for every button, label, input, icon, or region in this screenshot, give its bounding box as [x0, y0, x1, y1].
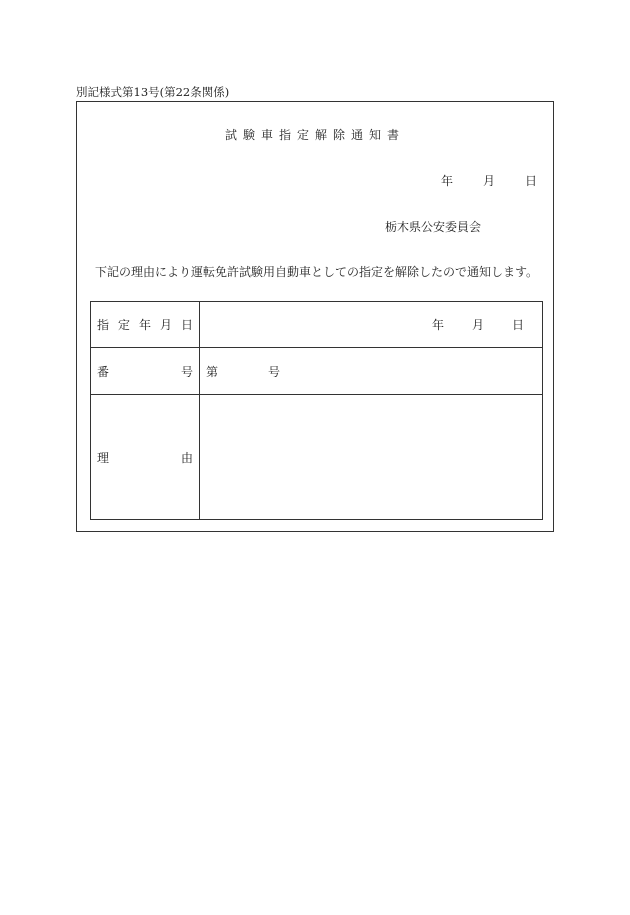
- issue-date: [441, 172, 537, 189]
- designation-date-label: [91, 302, 200, 348]
- designation-year: 年: [431, 318, 444, 332]
- number-value: [200, 348, 543, 395]
- table-row-designation-date: [91, 302, 543, 348]
- label-char: 指: [97, 318, 110, 332]
- reason-label: [91, 395, 200, 520]
- label-char: 月: [159, 318, 172, 332]
- issue-date-day: 日: [524, 174, 537, 188]
- designation-day: 日: [511, 318, 524, 332]
- issuing-authority: 栃木県公安委員会: [385, 220, 482, 234]
- form-caption: 別記様式第13号(第22条関係): [76, 85, 230, 99]
- issue-date-month: 月: [482, 174, 495, 188]
- label-char: 番: [97, 364, 110, 379]
- label-char: 号: [180, 364, 193, 379]
- form-title: 試験車指定解除通知書: [224, 128, 405, 142]
- label-char: 理: [97, 450, 110, 465]
- designation-month: 月: [471, 318, 484, 332]
- form-frame: [76, 101, 554, 532]
- number-suffix: 号: [268, 364, 281, 379]
- label-char: 由: [180, 450, 193, 465]
- reason-value: [200, 395, 543, 520]
- issue-date-year: 年: [440, 174, 453, 188]
- label-char: 年: [138, 318, 151, 332]
- label-char: 日: [180, 318, 193, 332]
- table-row-number: [91, 348, 543, 395]
- label-char: 定: [117, 318, 130, 332]
- notice-text: 下記の理由により運転免許試験用自動車としての指定を解除したので通知します。: [95, 265, 539, 279]
- table-row-reason: [91, 395, 543, 520]
- details-table: [90, 301, 543, 520]
- number-prefix: 第: [206, 364, 219, 379]
- designation-date-value: [200, 302, 543, 348]
- number-label: [91, 348, 200, 395]
